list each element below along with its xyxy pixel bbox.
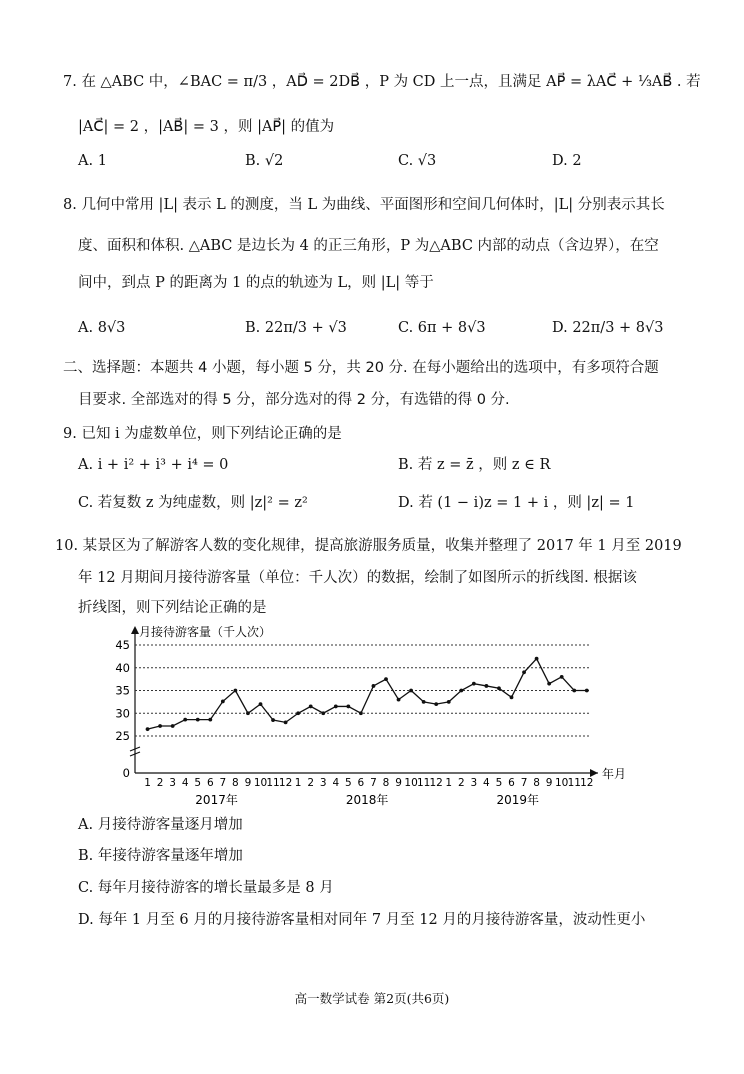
q9-option-c: C. 若复数 z 为纯虚数，则 |z|² = z² xyxy=(78,495,308,511)
data-point xyxy=(334,705,338,709)
line-chart xyxy=(100,620,627,810)
x-tick-label: 9 xyxy=(244,777,252,789)
q9-stem: 9. 已知 i 为虚数单位，则下列结论正确的是 xyxy=(63,426,342,442)
x-tick-label: 10 xyxy=(555,777,569,789)
series-line xyxy=(148,659,587,730)
data-point xyxy=(459,689,463,693)
x-tick-label: 12 xyxy=(278,777,293,789)
data-point xyxy=(271,718,275,722)
q10-option-b: B. 年接待游客量逐年增加 xyxy=(78,848,243,864)
q8-line3: 间中，到点 P 的距离为 1 的点的轨迹为 L，则 |L| 等于 xyxy=(78,275,434,291)
data-point xyxy=(309,705,313,709)
data-point xyxy=(171,724,175,728)
x-tick-label: 8 xyxy=(232,777,239,789)
x-tick-label: 12 xyxy=(580,777,594,789)
y-tick-label-35: 35 xyxy=(115,683,130,698)
x-tick-label: 11 xyxy=(416,777,431,789)
x-tick-label: 1 xyxy=(294,777,302,789)
y-tick-label-0: 0 xyxy=(122,766,130,780)
year-label: 2018年 xyxy=(345,793,389,807)
q9-option-a: A. i + i² + i³ + i⁴ = 0 xyxy=(78,457,229,473)
data-point xyxy=(522,670,526,674)
x-axis-label: 年月 xyxy=(602,767,627,781)
q8-line1: 8. 几何中常用 |L| 表示 L 的测度，当 L 为曲线、平面图形和空间几何体时，|L| 分别表示其长 xyxy=(63,197,665,213)
x-tick-label: 3 xyxy=(169,777,176,789)
x-tick-label: 2 xyxy=(457,777,465,789)
data-point xyxy=(535,657,539,661)
x-tick-label: 4 xyxy=(483,777,490,789)
x-tick-label: 8 xyxy=(382,777,390,789)
data-point xyxy=(447,700,451,704)
x-tick-label: 6 xyxy=(508,777,515,789)
x-tick-label: 7 xyxy=(520,777,528,789)
data-point xyxy=(372,684,376,688)
q10-option-c: C. 每年月接待游客的增长量最多是 8 月 xyxy=(78,880,334,896)
q10-option-a: A. 月接待游客量逐月增加 xyxy=(78,817,243,833)
x-tick-label: 4 xyxy=(332,777,340,789)
page-footer: 高一数学试卷 第2页(共6页) xyxy=(294,991,450,1006)
x-tick-label: 9 xyxy=(545,777,553,789)
x-tick-label: 3 xyxy=(319,777,327,789)
q9-option-b: B. 若 z = z̄ ，则 z ∈ R xyxy=(398,457,551,473)
x-tick-label: 12 xyxy=(429,777,443,789)
q7-line2: |AC⃗| = 2 ，|AB⃗| = 3 ，则 |AP⃗| 的值为 xyxy=(78,119,335,135)
y-axis-label: 月接待游客量（千人次） xyxy=(139,625,272,639)
x-tick-label: 11 xyxy=(266,777,280,789)
x-tick-label: 5 xyxy=(345,777,352,789)
data-point xyxy=(572,689,576,693)
data-point xyxy=(485,684,489,688)
data-point xyxy=(296,711,300,715)
q7-line1: 7. 在 △ABC 中，∠BAC = π/3 ，AD⃗ = 2DB⃗ ，P 为 CD 上一点，且满足 AP⃗ = λAC⃗ + ⅓AB⃗ . 若 xyxy=(63,74,701,90)
x-tick-label: 5 xyxy=(194,777,202,789)
year-label: 2017年 xyxy=(195,793,238,807)
x-tick-label: 6 xyxy=(357,777,365,789)
data-point xyxy=(183,718,187,722)
year-label: 2019年 xyxy=(496,793,540,807)
data-point xyxy=(259,702,263,706)
data-point xyxy=(472,682,476,686)
data-point xyxy=(234,689,238,693)
q9-option-d: D. 若 (1 − i)z = 1 + i ，则 |z| = 1 xyxy=(398,495,635,511)
data-point xyxy=(409,689,413,693)
y-tick-label-25: 25 xyxy=(115,729,130,743)
q10-line1: 10. 某景区为了解游客人数的变化规律，提高旅游服务质量，收集并整理了 2017 年 1 月至 2019 xyxy=(55,538,682,554)
data-point xyxy=(585,689,589,693)
data-point xyxy=(208,718,212,722)
x-tick-label: 8 xyxy=(533,777,540,789)
data-point xyxy=(246,711,250,715)
q8-option-c: C. 6π + 8√3 xyxy=(398,320,486,336)
x-tick-label: 1 xyxy=(445,777,453,789)
data-point xyxy=(359,711,363,715)
data-point xyxy=(497,686,501,690)
data-point xyxy=(284,720,288,724)
data-point xyxy=(510,695,514,699)
q10-option-d: D. 每年 1 月至 6 月的月接待游客量相对同年 7 月至 12 月的月接待游客量，波动性更小 xyxy=(78,912,646,928)
data-point xyxy=(346,705,350,709)
y-axis-arrow xyxy=(131,626,139,634)
q10-line2: 年 12 月期间月接待游客量（单位：千人次）的数据，绘制了如图所示的折线图. 根据该 xyxy=(78,570,637,586)
q8-option-d: D. 22π/3 + 8√3 xyxy=(552,320,664,336)
data-point xyxy=(547,682,551,686)
q8-option-a: A. 8√3 xyxy=(78,320,126,336)
data-point xyxy=(196,718,200,722)
x-tick-label: 7 xyxy=(370,777,377,789)
x-tick-label: 2 xyxy=(156,777,164,789)
data-point xyxy=(321,711,325,715)
x-tick-label: 6 xyxy=(206,777,214,789)
q7-option-a: A. 1 xyxy=(78,153,107,169)
x-tick-label: 2 xyxy=(307,777,315,789)
x-tick-label: 7 xyxy=(219,777,227,789)
data-point xyxy=(560,675,564,679)
section2-line2: 目要求. 全部选对的得 5 分，部分选对的得 2 分，有选错的得 0 分. xyxy=(78,392,510,408)
y-tick-label-30: 30 xyxy=(115,706,130,721)
y-tick-label-45: 45 xyxy=(115,638,130,652)
x-tick-label: 3 xyxy=(470,777,478,789)
x-tick-label: 5 xyxy=(495,777,503,789)
q8-line2: 度、面积和体积. △ABC 是边长为 4 的正三角形，P 为△ABC 内部的动点（含边界），在空 xyxy=(78,238,659,254)
x-tick-label: 10 xyxy=(404,777,418,789)
y-tick-label-40: 40 xyxy=(115,660,130,675)
section2-line1: 二、选择题：本题共 4 小题，每小题 5 分，共 20 分. 在每小题给出的选项中，有多项符合题 xyxy=(63,360,659,376)
data-point xyxy=(146,727,150,731)
x-tick-label: 10 xyxy=(253,777,268,789)
q7-option-b: B. √2 xyxy=(245,153,284,169)
x-tick-label: 9 xyxy=(395,777,402,789)
q10-line3: 折线图，则下列结论正确的是 xyxy=(78,600,267,616)
q8-option-b: B. 22π/3 + √3 xyxy=(245,320,347,336)
x-tick-label: 1 xyxy=(144,777,151,789)
data-point xyxy=(158,724,162,728)
data-point xyxy=(434,702,438,706)
data-point xyxy=(221,700,225,704)
data-point xyxy=(422,700,426,704)
x-tick-label: 4 xyxy=(181,777,189,789)
data-point xyxy=(397,698,401,702)
q7-option-d: D. 2 xyxy=(552,153,582,169)
q7-option-c: C. √3 xyxy=(398,153,437,169)
x-axis-arrow xyxy=(590,769,598,777)
data-point xyxy=(384,677,388,681)
x-tick-label: 11 xyxy=(567,777,581,789)
